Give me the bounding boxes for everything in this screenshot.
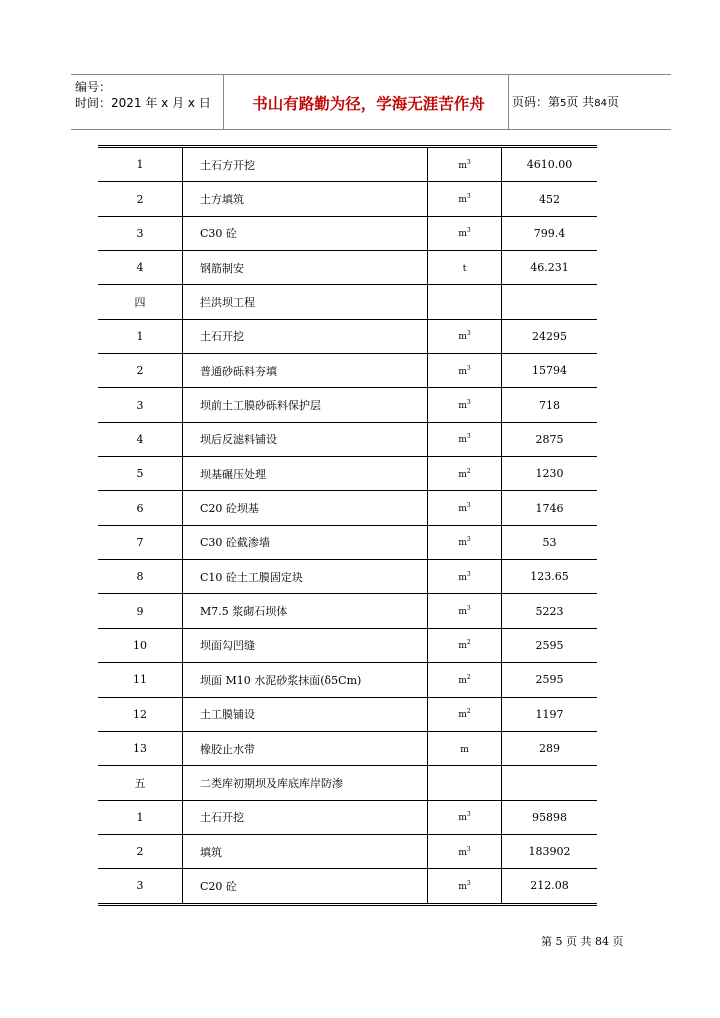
table-row (98, 560, 597, 594)
unit-exponent: 2 (466, 467, 471, 475)
quantity: 4610.00 (502, 147, 598, 182)
row-number: 1 (98, 800, 183, 834)
unit-base: m (458, 847, 467, 858)
row-number: 8 (98, 560, 183, 594)
unit-base: m (458, 607, 467, 618)
table-row (98, 319, 597, 353)
unit-cell (428, 216, 502, 250)
item-name: 坝面勾凹缝 (183, 628, 428, 662)
unit-base: m (458, 401, 467, 412)
quantity: 289 (502, 731, 598, 765)
row-number: 3 (98, 216, 183, 250)
row-number: 5 (98, 457, 183, 491)
item-name: 土石方开挖 (183, 147, 428, 182)
row-number: 四 (98, 285, 183, 319)
table-row (98, 285, 597, 319)
unit-base: m (458, 710, 467, 721)
unit-cell (428, 800, 502, 834)
row-number: 6 (98, 491, 183, 525)
page-prefix: 页码：第 (512, 95, 561, 109)
quantity: 2875 (502, 422, 598, 456)
table-row (98, 457, 597, 491)
row-number: 2 (98, 182, 183, 216)
row-number: 12 (98, 697, 183, 731)
table-row (98, 216, 597, 250)
unit-cell (428, 731, 502, 765)
quantity: 2595 (502, 628, 598, 662)
unit-exponent: 3 (466, 570, 471, 578)
table-row (98, 147, 597, 182)
unit-exponent: 2 (466, 673, 471, 681)
item-name: C20 砼坝基 (183, 491, 428, 525)
quantities-table-body (98, 147, 597, 905)
quantities-table (98, 145, 597, 906)
header-bottom-rule (71, 129, 671, 130)
unit-cell (428, 697, 502, 731)
item-name: 土石开挖 (183, 800, 428, 834)
unit-exponent: 3 (466, 399, 471, 407)
unit-base: m (458, 572, 467, 583)
unit-base: m (458, 641, 467, 652)
unit-cell (428, 457, 502, 491)
unit-cell (428, 422, 502, 456)
unit-exponent: 3 (466, 227, 471, 235)
unit-base: t (462, 263, 467, 274)
unit-exponent: 3 (466, 158, 471, 166)
table-row (98, 869, 597, 904)
unit-cell (428, 182, 502, 216)
unit-exponent: 3 (466, 845, 471, 853)
unit-exponent: 3 (466, 433, 471, 441)
unit-cell (428, 869, 502, 904)
unit-base: m (458, 435, 467, 446)
item-name: 二类库初期坝及库底库岸防渗 (183, 766, 428, 800)
row-number: 3 (98, 869, 183, 904)
code-label: 编号： (75, 80, 112, 94)
header-divider-left (223, 74, 224, 130)
table-row (98, 525, 597, 559)
unit-cell (428, 628, 502, 662)
page-header (71, 74, 671, 130)
table-row (98, 628, 597, 662)
item-name: 填筑 (183, 834, 428, 868)
item-name: 钢筋制安 (183, 251, 428, 285)
table-row (98, 388, 597, 422)
quantity: 53 (502, 525, 598, 559)
quantity: 15794 (502, 354, 598, 388)
quantity: 1746 (502, 491, 598, 525)
item-name: 坝基碾压处理 (183, 457, 428, 491)
quantity: 452 (502, 182, 598, 216)
unit-exponent: 3 (466, 605, 471, 613)
unit-exponent: 3 (466, 536, 471, 544)
header-meta (75, 79, 211, 111)
row-number: 1 (98, 319, 183, 353)
unit-base: m (458, 881, 467, 892)
row-number: 4 (98, 251, 183, 285)
item-name: 土工膜铺设 (183, 697, 428, 731)
quantity: 46.231 (502, 251, 598, 285)
unit-cell (428, 388, 502, 422)
item-name: 坝前土工膜砂砾料保护层 (183, 388, 428, 422)
table-row (98, 834, 597, 868)
quantity: 183902 (502, 834, 598, 868)
row-number: 13 (98, 731, 183, 765)
page-current: 5 (560, 98, 567, 109)
unit-base: m (458, 160, 467, 171)
item-name: C10 砼土工膜固定块 (183, 560, 428, 594)
item-name: M7.5 浆砌石坝体 (183, 594, 428, 628)
header-page-info (512, 93, 619, 110)
unit-exponent: 3 (466, 879, 471, 887)
quantity: 5223 (502, 594, 598, 628)
quantity: 718 (502, 388, 598, 422)
row-number: 7 (98, 525, 183, 559)
item-name: C20 砼 (183, 869, 428, 904)
item-name: 拦洪坝工程 (183, 285, 428, 319)
unit-base: m (458, 332, 467, 343)
unit-exponent: 3 (466, 330, 471, 338)
quantity: 2595 (502, 663, 598, 697)
row-number: 2 (98, 354, 183, 388)
unit-cell (428, 285, 502, 319)
unit-cell (428, 594, 502, 628)
unit-base: m (460, 744, 469, 755)
quantity (502, 766, 598, 800)
table-row (98, 354, 597, 388)
item-name: C30 砼截渗墙 (183, 525, 428, 559)
item-name: 土石开挖 (183, 319, 428, 353)
unit-cell (428, 319, 502, 353)
item-name: 坝面 M10 水泥砂浆抹面(δ5Cm) (183, 663, 428, 697)
page-footer: 第 5 页 共 84 页 (541, 935, 624, 948)
quantity: 1230 (502, 457, 598, 491)
quantity (502, 285, 598, 319)
row-number: 11 (98, 663, 183, 697)
table-row (98, 182, 597, 216)
unit-cell (428, 525, 502, 559)
unit-exponent: 3 (466, 193, 471, 201)
item-name: 普通砂砾料夯填 (183, 354, 428, 388)
unit-exponent: 3 (466, 502, 471, 510)
unit-exponent: 2 (466, 639, 471, 647)
unit-cell (428, 251, 502, 285)
unit-cell (428, 147, 502, 182)
time-label: 时间：2021 年 x 月 x 日 (75, 96, 211, 110)
unit-cell (428, 834, 502, 868)
unit-base: m (458, 469, 467, 480)
item-name: C30 砼 (183, 216, 428, 250)
unit-exponent: 2 (466, 708, 471, 716)
unit-base: m (458, 195, 467, 206)
page-total: 84 (594, 98, 607, 109)
page-mid: 页 共 (566, 95, 595, 109)
quantity: 123.65 (502, 560, 598, 594)
quantity: 212.08 (502, 869, 598, 904)
unit-base: m (458, 366, 467, 377)
row-number: 1 (98, 147, 183, 182)
table-row (98, 491, 597, 525)
row-number: 3 (98, 388, 183, 422)
quantity: 95898 (502, 800, 598, 834)
table-row (98, 663, 597, 697)
header-motto: 书山有路勤为径，学海无涯苦作舟 (252, 94, 485, 113)
item-name: 橡胶止水带 (183, 731, 428, 765)
unit-base: m (458, 504, 467, 515)
table-row (98, 251, 597, 285)
unit-exponent: 3 (466, 364, 471, 372)
table-row (98, 422, 597, 456)
row-number: 10 (98, 628, 183, 662)
unit-exponent: 3 (466, 811, 471, 819)
page-suffix: 页 (606, 95, 619, 109)
table-row (98, 800, 597, 834)
row-number: 2 (98, 834, 183, 868)
item-name: 坝后反滤料铺设 (183, 422, 428, 456)
row-number: 五 (98, 766, 183, 800)
row-number: 4 (98, 422, 183, 456)
table-row (98, 697, 597, 731)
quantity: 799.4 (502, 216, 598, 250)
unit-cell (428, 354, 502, 388)
unit-base: m (458, 675, 467, 686)
table-row (98, 594, 597, 628)
row-number: 9 (98, 594, 183, 628)
unit-cell (428, 560, 502, 594)
unit-cell (428, 491, 502, 525)
unit-cell (428, 766, 502, 800)
unit-base: m (458, 813, 467, 824)
table-row (98, 731, 597, 765)
unit-base: m (458, 538, 467, 549)
header-top-rule (71, 74, 671, 75)
item-name: 土方填筑 (183, 182, 428, 216)
unit-base: m (458, 229, 467, 240)
table-row (98, 766, 597, 800)
quantity: 1197 (502, 697, 598, 731)
quantity: 24295 (502, 319, 598, 353)
unit-cell (428, 663, 502, 697)
